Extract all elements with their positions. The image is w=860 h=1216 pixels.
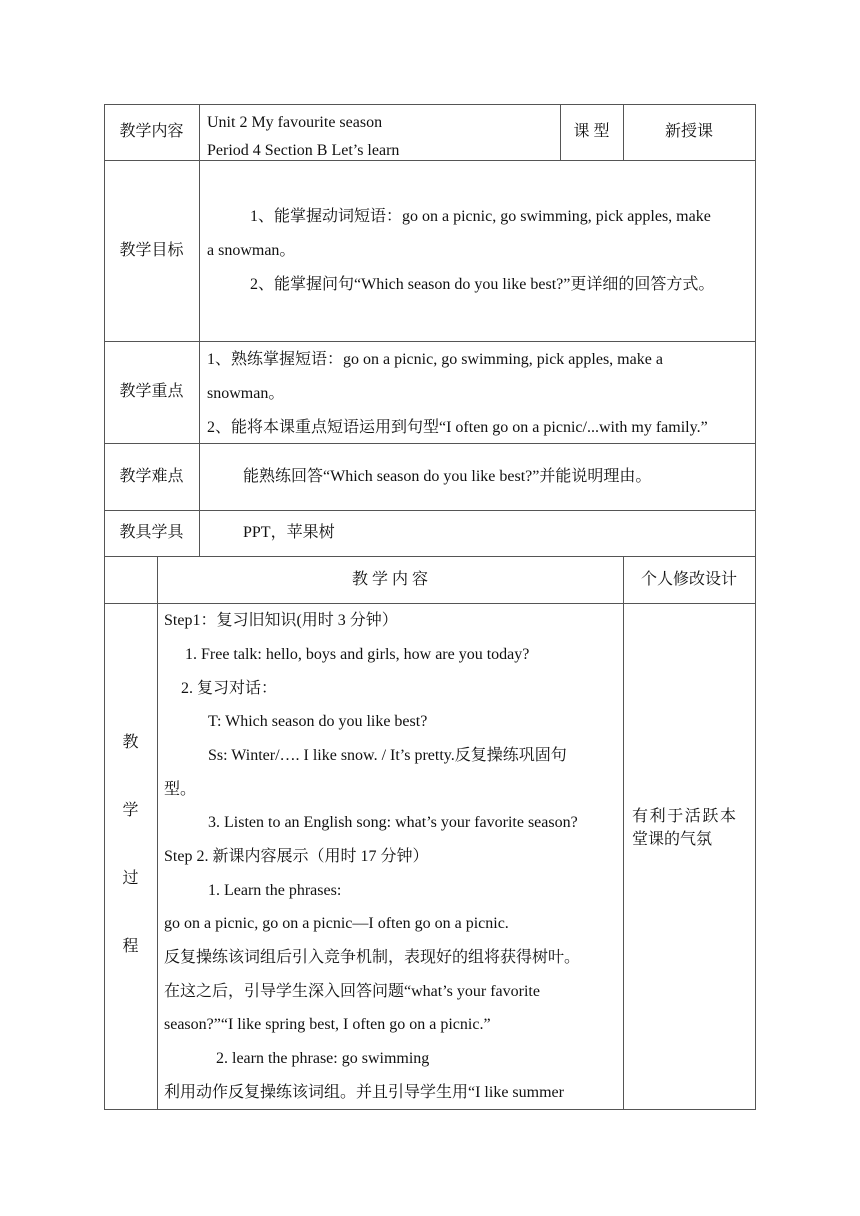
process-notes-header: 个人修改设计 [640, 571, 737, 588]
process-line: 在这之后，引导学生深入回答问题“what’s your favorite [164, 983, 540, 1000]
aids-label: 教具学具 [119, 524, 184, 541]
process-line: 2. 复习对话： [181, 680, 278, 697]
objectives-line-1: 1、能掌握动词短语：go on a picnic, go swimming, pick apples, make [250, 208, 711, 225]
objectives-label: 教学目标 [119, 242, 184, 259]
process-content-header: 教 学 内 容 [351, 571, 428, 588]
process-line: T: Which season do you like best? [208, 713, 428, 730]
difficulties-text: 能熟练回答“Which season do you like best?”并能说明理由。 [243, 468, 652, 485]
process-line: 利用动作反复操练该词组。并且引导学生用“I like summer [164, 1084, 564, 1101]
process-side-label-char: 过 [122, 870, 139, 887]
content-unit-title: Unit 2 My favourite season [207, 114, 383, 131]
process-line: go on a picnic, go on a picnic—I often go on a picnic. [164, 915, 509, 932]
process-line: season?”“I like spring best, I often go on a picnic.” [164, 1016, 491, 1033]
process-line: 型。 [164, 781, 197, 798]
content-label: 教学内容 [119, 123, 184, 140]
lesson-type-value: 新授课 [664, 123, 713, 140]
process-note-line: 有利于活跃本 [632, 808, 738, 825]
key-points-line-2: snowman。 [207, 385, 285, 402]
process-line: Step1：复习旧知识(用时 3 分钟） [164, 612, 398, 629]
process-line: 2. learn the phrase: go swimming [216, 1050, 430, 1067]
process-note-line: 堂课的气氛 [632, 831, 713, 848]
key-points-line-1: 1、熟练掌握短语：go on a picnic, go swimming, pick apples, make a [207, 351, 663, 368]
process-side-label-char: 学 [122, 802, 139, 819]
objectives-line-3: 2、能掌握问句“Which season do you like best?”更详细的回答方式。 [250, 276, 715, 293]
key-points-line-3: 2、能将本课重点短语运用到句型“I often go on a picnic/...with my family.” [207, 419, 708, 436]
process-line: Step 2. 新课内容展示（用时 17 分钟） [164, 848, 429, 865]
key-points-label: 教学重点 [119, 383, 184, 400]
process-line: 3. Listen to an English song: what’s your favorite season? [208, 814, 578, 831]
process-side-label-char: 教 [122, 734, 139, 751]
lesson-type-label: 课 型 [573, 123, 610, 140]
process-line: 反复操练该词组后引入竞争机制，表现好的组将获得树叶。 [164, 949, 581, 966]
process-side-label-char: 程 [122, 938, 139, 955]
process-line: 1. Free talk: hello, boys and girls, how are you today? [185, 646, 530, 663]
difficulties-label: 教学难点 [119, 468, 184, 485]
process-line: 1. Learn the phrases: [208, 882, 342, 899]
process-line: Ss: Winter/…. I like snow. / It’s pretty.反复操练巩固句 [208, 747, 567, 764]
objectives-line-2: a snowman。 [207, 242, 296, 259]
aids-text: PPT，苹果树 [243, 524, 335, 541]
content-period-title: Period 4 Section B Let’s learn [207, 142, 400, 159]
